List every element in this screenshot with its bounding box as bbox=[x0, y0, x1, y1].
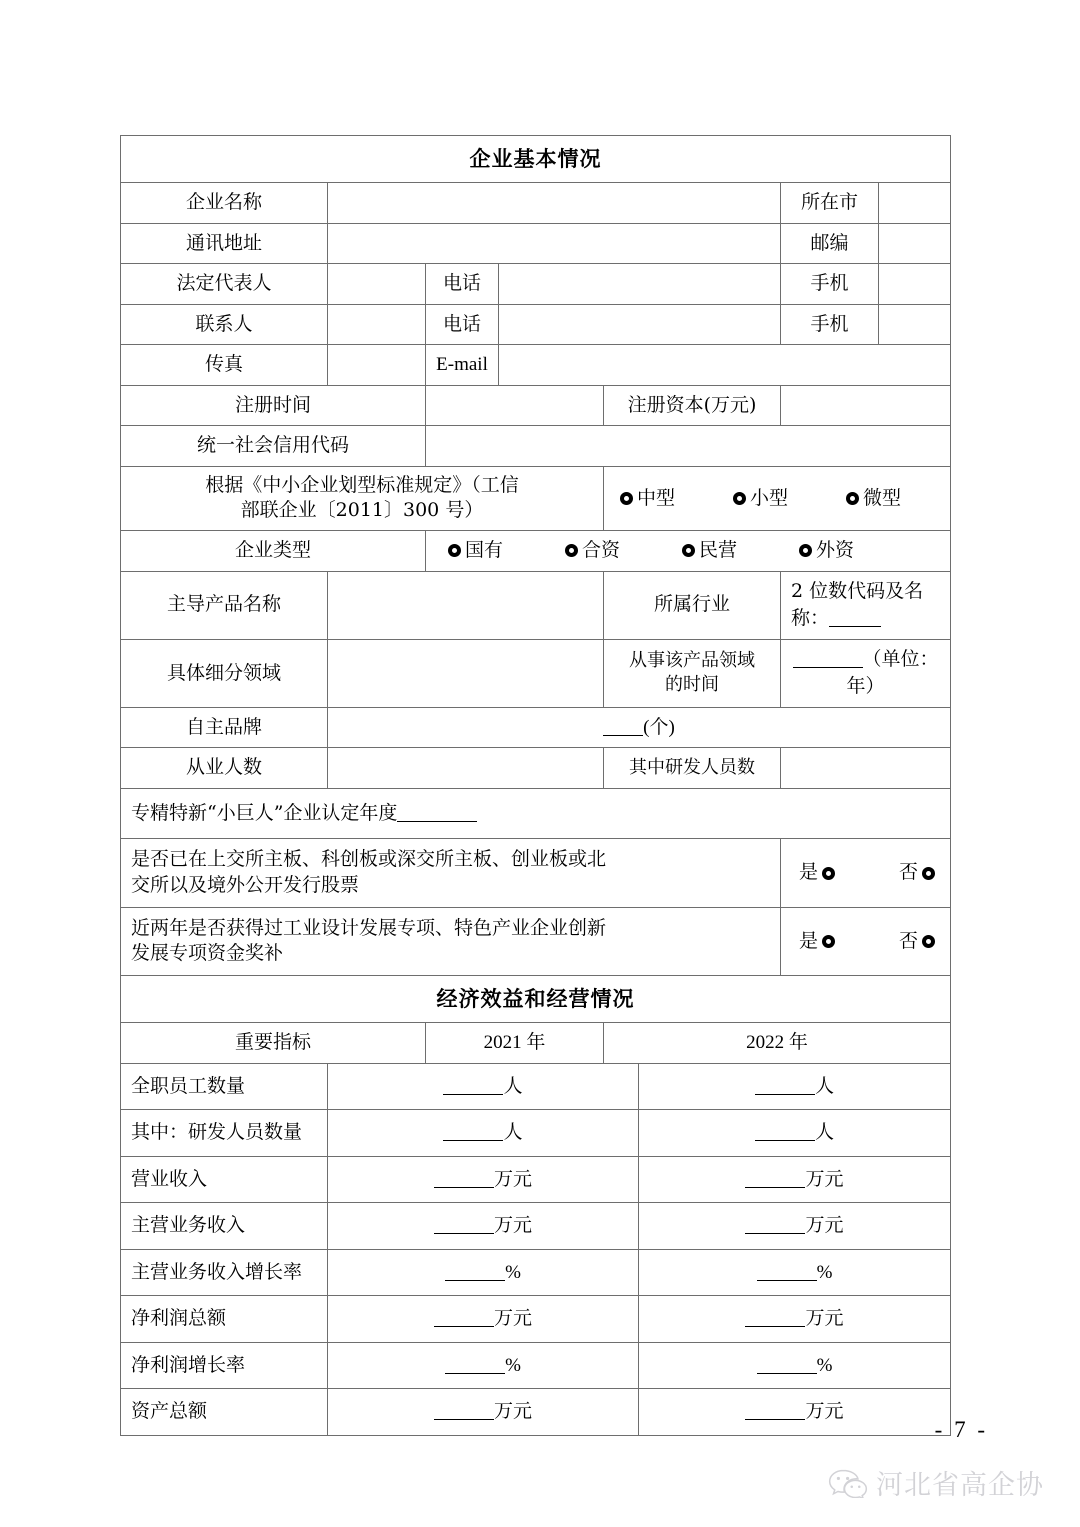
economic-value-blank[interactable] bbox=[755, 1140, 815, 1141]
size-option-micro[interactable] bbox=[844, 485, 901, 513]
table-row bbox=[121, 707, 951, 748]
radio-icon[interactable] bbox=[922, 935, 935, 948]
economic-value-unit: 人 bbox=[814, 1074, 834, 1097]
table-row bbox=[121, 839, 951, 907]
main-product-label: 主导产品名称 bbox=[166, 593, 281, 616]
rd-employees-label: 其中研发人员数 bbox=[629, 757, 755, 779]
radio-icon[interactable] bbox=[822, 935, 835, 948]
employees-label: 从业人数 bbox=[185, 756, 262, 779]
watermark-text: 河北省高企协 bbox=[876, 1470, 1044, 1501]
city-field[interactable] bbox=[879, 194, 950, 212]
main-product-field[interactable] bbox=[328, 596, 603, 614]
economic-value-unit: % bbox=[505, 1261, 521, 1283]
duration-label-line1: 从事该产品领域 bbox=[629, 650, 755, 671]
credit-code-label: 统一社会信用代码 bbox=[196, 434, 349, 457]
enterprise-type-option-state[interactable] bbox=[446, 537, 503, 565]
question-2-line1: 近两年是否获得过工业设计发展专项、特色产业企业创新 bbox=[131, 916, 607, 939]
industry-label: 所属行业 bbox=[653, 593, 730, 616]
postcode-field[interactable] bbox=[879, 234, 950, 252]
enterprise-type-options bbox=[426, 531, 950, 571]
economic-value-unit: % bbox=[816, 1261, 833, 1283]
economic-value-blank[interactable] bbox=[757, 1373, 817, 1374]
economic-value-field-2022[interactable] bbox=[639, 1296, 950, 1342]
table-row bbox=[121, 1063, 951, 1110]
enterprise-type-option-foreign[interactable] bbox=[797, 537, 854, 565]
table-row bbox=[121, 345, 951, 386]
contact-mobile-label: 手机 bbox=[810, 312, 849, 335]
economic-value-unit: 万元 bbox=[493, 1400, 532, 1423]
question-1-options bbox=[781, 853, 950, 893]
reg-capital-field[interactable] bbox=[781, 397, 950, 415]
size-option-small[interactable] bbox=[731, 485, 788, 513]
enterprise-form bbox=[120, 135, 950, 1436]
radio-icon[interactable] bbox=[846, 492, 859, 505]
economic-value-unit: % bbox=[816, 1354, 833, 1376]
section-title-row bbox=[121, 136, 951, 183]
economic-value-blank[interactable] bbox=[755, 1094, 815, 1095]
radio-icon[interactable] bbox=[565, 544, 578, 557]
economic-value-unit: 人 bbox=[814, 1121, 834, 1144]
table-row bbox=[121, 385, 951, 426]
own-brand-unit: (个) bbox=[643, 716, 675, 738]
credit-code-field[interactable] bbox=[426, 437, 950, 455]
table-row bbox=[121, 571, 951, 639]
economic-indicator-label: 净利润总额 bbox=[131, 1307, 227, 1330]
contact-field[interactable] bbox=[328, 315, 425, 333]
question-2-line2: 发展专项资金奖补 bbox=[131, 942, 284, 965]
duration-blank[interactable] bbox=[793, 667, 863, 668]
economic-value-field-2021[interactable] bbox=[328, 1064, 638, 1110]
economic-value-unit: 万元 bbox=[805, 1214, 844, 1237]
economic-header-row bbox=[121, 1023, 951, 1064]
table-row bbox=[121, 1296, 951, 1343]
question-1-line1: 是否已在上交所主板、科创板或深交所主板、创业板或北 bbox=[131, 848, 607, 871]
economic-header-2021: 2021 年 bbox=[483, 1032, 546, 1054]
economic-value-unit: 万元 bbox=[805, 1400, 844, 1423]
economic-value-field-2022[interactable] bbox=[639, 1110, 950, 1156]
contact-mobile-field[interactable] bbox=[879, 315, 950, 333]
radio-icon[interactable] bbox=[448, 544, 461, 557]
table-row bbox=[121, 1203, 951, 1250]
own-brand-field[interactable] bbox=[328, 708, 950, 748]
enterprise-type-option-state-label: 国有 bbox=[465, 539, 504, 562]
radio-icon[interactable] bbox=[733, 492, 746, 505]
little-giant-year-blank[interactable] bbox=[397, 821, 477, 822]
radio-icon[interactable] bbox=[922, 867, 935, 880]
economic-value-field-2022[interactable] bbox=[639, 1203, 950, 1249]
economic-value-field-2021[interactable] bbox=[328, 1296, 638, 1342]
employees-field[interactable] bbox=[328, 759, 603, 777]
reg-capital-label: 注册资本(万元) bbox=[627, 393, 757, 416]
table-row bbox=[121, 466, 951, 530]
table-row bbox=[121, 531, 951, 572]
section-basic-title: 企业基本情况 bbox=[469, 145, 602, 171]
question-1-no[interactable] bbox=[899, 859, 937, 887]
economic-header-2022: 2022 年 bbox=[746, 1032, 808, 1054]
radio-icon[interactable] bbox=[620, 492, 633, 505]
economic-value-field-2022[interactable] bbox=[639, 1064, 950, 1110]
economic-value-field-2022[interactable] bbox=[639, 1389, 950, 1435]
question-2-yes[interactable] bbox=[799, 928, 837, 956]
duration-label-line2: 的时间 bbox=[665, 674, 719, 696]
table-row bbox=[121, 304, 951, 345]
enterprise-type-option-joint-label: 合资 bbox=[582, 539, 621, 562]
legal-rep-label: 法定代表人 bbox=[176, 272, 272, 295]
legal-phone-label: 电话 bbox=[442, 272, 481, 295]
legal-mobile-field[interactable] bbox=[879, 275, 950, 293]
address-label: 通讯地址 bbox=[185, 231, 262, 254]
company-name-label: 企业名称 bbox=[185, 191, 262, 213]
question-1-line2: 交所以及境外公开发行股票 bbox=[131, 874, 360, 897]
table-row bbox=[121, 1389, 951, 1436]
radio-icon[interactable] bbox=[822, 867, 835, 880]
economic-header-indicator: 重要指标 bbox=[234, 1031, 311, 1054]
size-classification-label bbox=[121, 467, 603, 530]
economic-value-unit: 万元 bbox=[493, 1214, 532, 1237]
own-brand-label: 自主品牌 bbox=[185, 715, 262, 738]
section-title-row bbox=[121, 976, 951, 1023]
economic-indicator-label: 主营业务收入增长率 bbox=[131, 1260, 303, 1283]
economic-value-field-2021[interactable] bbox=[328, 1110, 638, 1156]
contact-phone-field[interactable] bbox=[499, 315, 780, 333]
economic-value-blank[interactable] bbox=[434, 1326, 494, 1327]
own-brand-blank[interactable] bbox=[603, 735, 643, 736]
contact-label: 联系人 bbox=[195, 312, 253, 335]
size-option-medium-label: 中型 bbox=[637, 486, 676, 509]
economic-value-unit: 万元 bbox=[805, 1167, 844, 1190]
question-1-yes-label: 是 bbox=[799, 861, 819, 884]
enterprise-type-option-private[interactable] bbox=[680, 537, 737, 565]
economic-indicator-label: 营业收入 bbox=[131, 1167, 208, 1190]
size-option-micro-label: 微型 bbox=[863, 486, 902, 509]
little-giant-label: 专精特新“小巨人”企业认定年度 bbox=[131, 801, 398, 824]
size-classification-options bbox=[604, 479, 950, 519]
economic-value-blank[interactable] bbox=[434, 1187, 494, 1188]
email-label: E-mail bbox=[436, 354, 488, 376]
economic-value-blank[interactable] bbox=[745, 1326, 805, 1327]
email-field[interactable] bbox=[499, 356, 950, 374]
economic-value-blank[interactable] bbox=[757, 1280, 817, 1281]
enterprise-type-option-foreign-label: 外资 bbox=[816, 539, 855, 562]
economic-value-blank[interactable] bbox=[443, 1140, 503, 1141]
economic-indicator-label: 主营业务收入 bbox=[131, 1214, 246, 1237]
table-row bbox=[121, 748, 951, 789]
table-row bbox=[121, 639, 951, 707]
question-2-text bbox=[121, 908, 780, 975]
enterprise-type-option-private-label: 民营 bbox=[699, 539, 738, 562]
economic-value-blank[interactable] bbox=[445, 1280, 505, 1281]
economic-value-field-2021[interactable] bbox=[328, 1157, 638, 1203]
rd-employees-field[interactable] bbox=[781, 759, 950, 777]
wechat-logo-icon bbox=[828, 1468, 868, 1498]
segment-label: 具体细分领域 bbox=[166, 661, 281, 684]
question-1-yes[interactable] bbox=[799, 859, 837, 887]
economic-value-unit: 万元 bbox=[805, 1307, 844, 1330]
question-1-text bbox=[121, 839, 780, 906]
little-giant-row bbox=[121, 789, 950, 839]
question-2-yes-label: 是 bbox=[799, 929, 819, 952]
enterprise-type-option-joint[interactable] bbox=[563, 537, 620, 565]
economic-value-unit: 万元 bbox=[493, 1307, 532, 1330]
table-row bbox=[121, 183, 951, 224]
economic-value-field-2021[interactable] bbox=[328, 1203, 638, 1249]
table-row bbox=[121, 264, 951, 305]
legal-rep-field[interactable] bbox=[328, 275, 425, 293]
question-2-no[interactable] bbox=[899, 928, 937, 956]
company-name-field[interactable] bbox=[328, 194, 780, 212]
economic-value-field-2022[interactable] bbox=[639, 1157, 950, 1203]
economic-value-field-2021[interactable] bbox=[328, 1343, 638, 1389]
industry-code-field[interactable] bbox=[781, 572, 950, 639]
economic-value-unit: % bbox=[505, 1354, 521, 1376]
economic-value-blank[interactable] bbox=[434, 1233, 494, 1234]
economic-value-blank[interactable] bbox=[745, 1419, 805, 1420]
economic-value-field-2021[interactable] bbox=[328, 1389, 638, 1435]
economic-table-body bbox=[120, 1063, 951, 1436]
economic-indicator-label: 资产总额 bbox=[131, 1400, 208, 1423]
address-field[interactable] bbox=[328, 234, 780, 252]
table-row bbox=[121, 426, 951, 467]
enterprise-type-label: 企业类型 bbox=[234, 539, 311, 562]
economic-indicator-label: 净利润增长率 bbox=[131, 1353, 246, 1376]
table-row bbox=[121, 1156, 951, 1203]
economic-indicator-label: 全职员工数量 bbox=[131, 1074, 246, 1097]
duration-unit: （单位：年） bbox=[846, 647, 939, 698]
economic-value-blank[interactable] bbox=[434, 1419, 494, 1420]
economic-value-blank[interactable] bbox=[745, 1187, 805, 1188]
legal-mobile-label: 手机 bbox=[810, 272, 849, 295]
table-row bbox=[121, 1110, 951, 1157]
industry-code-blank[interactable] bbox=[829, 626, 881, 627]
economic-value-unit: 人 bbox=[503, 1074, 523, 1097]
duration-label bbox=[604, 643, 780, 704]
postcode-label: 邮编 bbox=[810, 231, 849, 254]
page-number: - 7 - bbox=[934, 1417, 988, 1442]
table-row bbox=[121, 907, 951, 975]
watermark bbox=[828, 1463, 1044, 1502]
size-classification-label-line1: 根据《中小企业划型标准规定》（工信 bbox=[205, 473, 519, 496]
city-label: 所在市 bbox=[800, 191, 858, 213]
economic-value-field-2021[interactable] bbox=[328, 1250, 638, 1296]
economic-value-field-2022[interactable] bbox=[639, 1250, 950, 1296]
form-table bbox=[120, 135, 951, 1064]
size-classification-label-line2: 部联企业〔2011〕300 号） bbox=[240, 499, 484, 522]
contact-phone-label: 电话 bbox=[442, 312, 481, 335]
reg-time-label: 注册时间 bbox=[234, 393, 311, 416]
question-2-options bbox=[781, 922, 950, 962]
radio-icon[interactable] bbox=[682, 544, 695, 557]
duration-field[interactable] bbox=[781, 640, 950, 707]
section-economic-title: 经济效益和经营情况 bbox=[436, 985, 635, 1011]
economic-indicator-label: 其中：研发人员数量 bbox=[131, 1121, 303, 1144]
reg-time-field[interactable] bbox=[426, 397, 603, 415]
economic-value-field-2022[interactable] bbox=[639, 1343, 950, 1389]
table-row bbox=[121, 1342, 951, 1389]
table-row bbox=[121, 1249, 951, 1296]
economic-value-blank[interactable] bbox=[445, 1373, 505, 1374]
table-row bbox=[121, 788, 951, 839]
segment-field[interactable] bbox=[328, 664, 603, 682]
economic-value-unit: 人 bbox=[503, 1121, 523, 1144]
fax-label: 传真 bbox=[204, 353, 243, 376]
fax-field[interactable] bbox=[328, 356, 425, 374]
size-option-medium[interactable] bbox=[618, 485, 675, 513]
industry-code-prefix: 2 位数代码及名称： bbox=[791, 579, 924, 630]
table-row bbox=[121, 223, 951, 264]
economic-value-blank[interactable] bbox=[443, 1094, 503, 1095]
radio-icon[interactable] bbox=[799, 544, 812, 557]
legal-phone-field[interactable] bbox=[499, 275, 780, 293]
size-option-small-label: 小型 bbox=[750, 486, 789, 509]
economic-value-unit: 万元 bbox=[493, 1167, 532, 1190]
question-2-no-label: 否 bbox=[899, 929, 919, 952]
question-1-no-label: 否 bbox=[899, 861, 919, 884]
economic-value-blank[interactable] bbox=[745, 1233, 805, 1234]
